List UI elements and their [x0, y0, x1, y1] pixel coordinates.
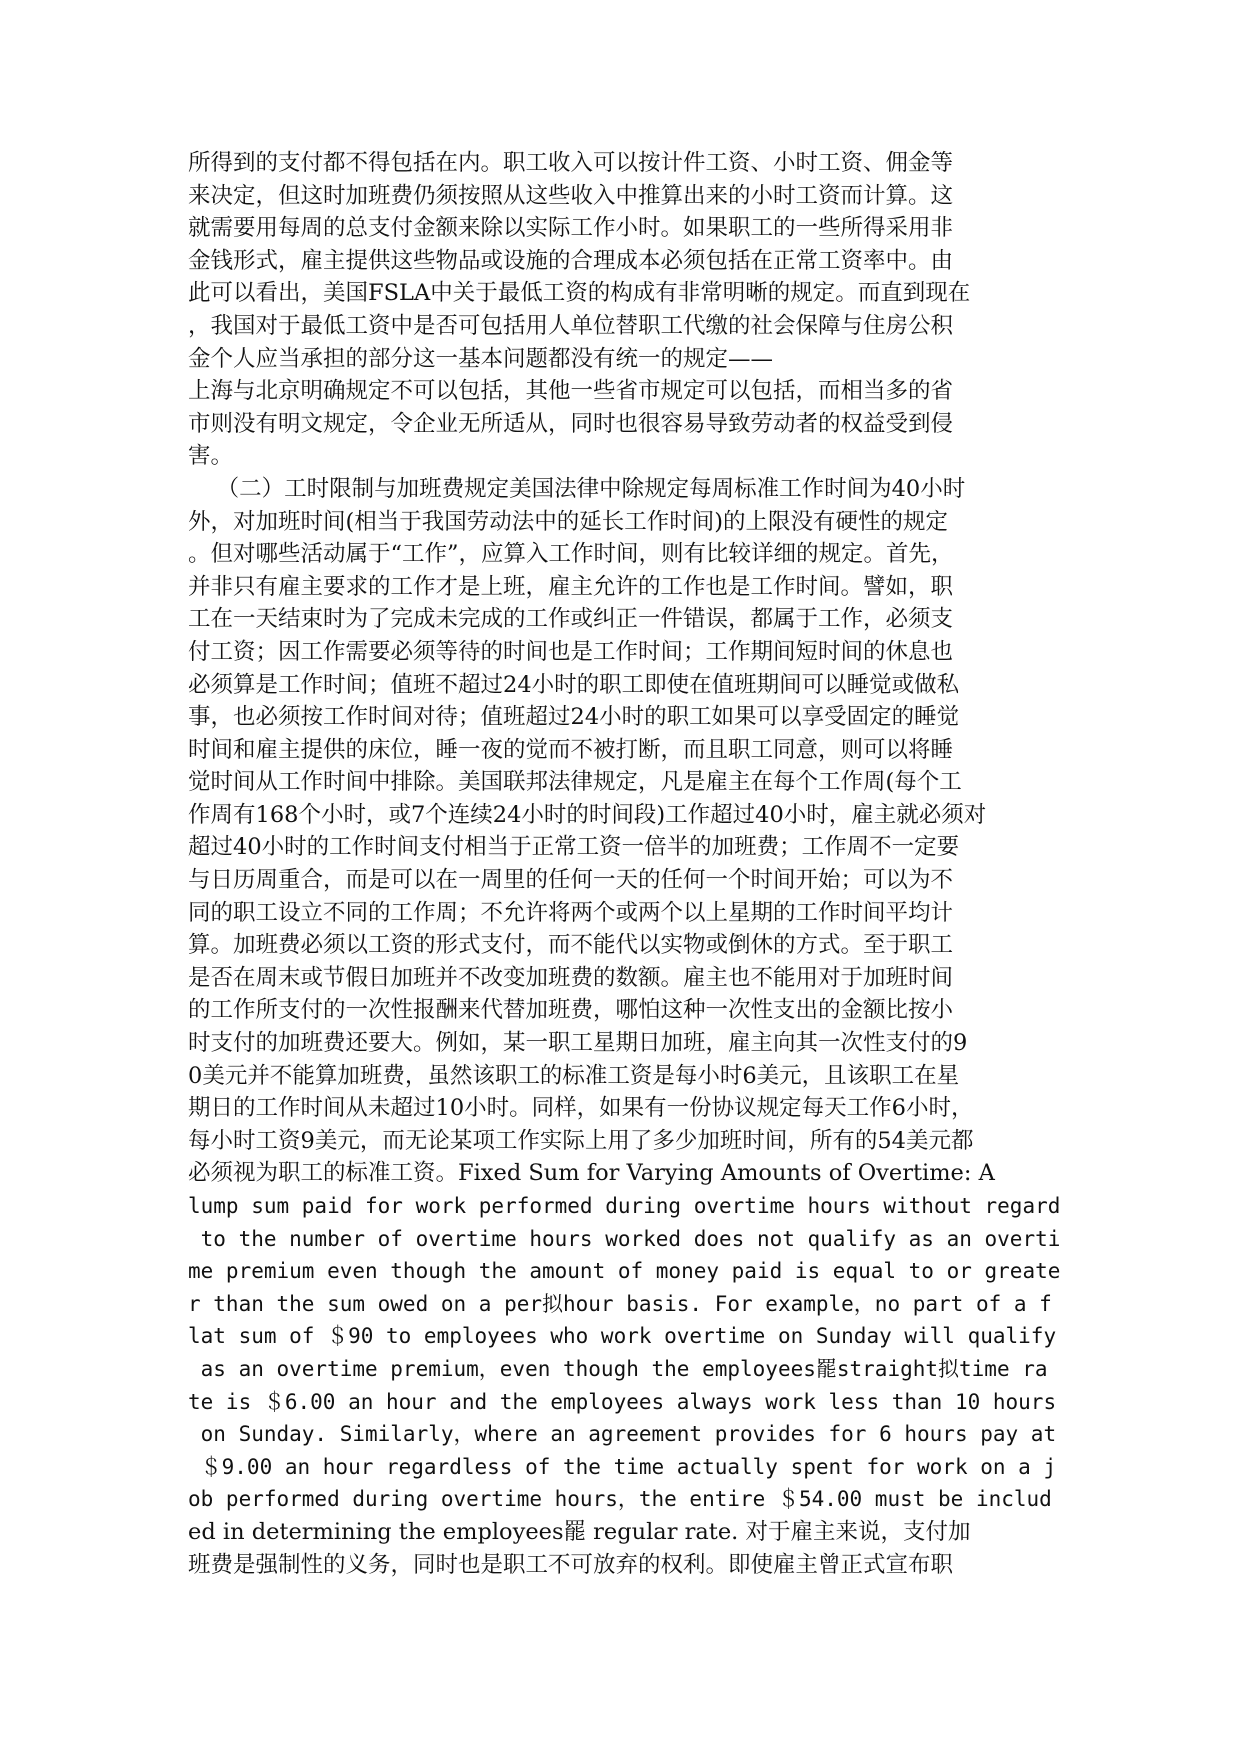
text-line: on Sunday. Similarly，where an agreement provides for 6 hours pay at	[188, 1422, 1057, 1447]
text-line: 就需要用每周的总支付金额来除以实际工作小时。如果职工的一些所得采用非	[188, 215, 954, 242]
text-line: 必须视为职工的标准工资。Fixed Sum for Varying Amounts of Overtime: A	[188, 1160, 995, 1187]
text-line: 的工作所支付的一次性报酬来代替加班费，哪怕这种一次性支出的金额比按小	[188, 997, 954, 1024]
text-line: 期日的工作时间从未超过10小时。同样，如果有一份协议规定每天工作6小时，	[188, 1095, 974, 1122]
text-line: r than the sum owed on a per拟hour basis. For example，no part of a f	[188, 1291, 1052, 1316]
text-line: （二）工时限制与加班费规定美国法律中除规定每周标准工作时间为40小时	[188, 475, 966, 502]
text-line: 外，对加班时间(相当于我国劳动法中的延长工作时间)的上限没有硬性的规定	[188, 508, 949, 535]
text-line: 作周有168个小时，或7个连续24小时的时间段)工作超过40小时，雇主就必须对	[188, 801, 987, 828]
text-line: ed in determining the employees罷 regular rate. 对于雇主来说，支付加	[188, 1518, 971, 1545]
text-line: 觉时间从工作时间中排除。美国联邦法律规定，凡是雇主在每个工作周(每个工	[188, 769, 962, 796]
text-line: 并非只有雇主要求的工作才是上班，雇主允许的工作也是工作时间。譬如，职	[188, 573, 954, 600]
text-line: 超过40小时的工作时间支付相当于正常工资一倍半的加班费；工作周不一定要	[188, 834, 960, 861]
text-line: 害。	[188, 443, 234, 470]
text-line: 同的职工设立不同的工作周；不允许将两个或两个以上星期的工作时间平均计	[188, 899, 954, 926]
text-line: 0美元并不能算加班费，虽然该职工的标准工资是每小时6美元，且该职工在星	[188, 1062, 960, 1089]
text-line: 时支付的加班费还要大。例如，某一职工星期日加班，雇主向其一次性支付的9	[188, 1030, 968, 1057]
text-line: 付工资；因工作需要必须等待的时间也是工作时间；工作期间短时间的休息也	[188, 638, 954, 665]
text-line: te is ＄6.00 an hour and the employees always work less than 10 hours	[188, 1389, 1057, 1414]
text-line: 来决定，但这时加班费仍须按照从这些收入中推算出来的小时工资而计算。这	[188, 182, 954, 209]
text-line: 事，也必须按工作时间对待；值班超过24小时的职工如果可以享受固定的睡觉	[188, 704, 960, 731]
text-line: 班费是强制性的义务，同时也是职工不可放弃的权利。即使雇主曾正式宣布职	[188, 1551, 954, 1578]
text-line: as an overtime premium，even though the employees罷straight拟time ra	[188, 1356, 1048, 1381]
text-line: me premium even though the amount of money paid is equal to or greate	[188, 1259, 1061, 1284]
text-line: 是否在周末或节假日加班并不改变加班费的数额。雇主也不能用对于加班时间	[188, 964, 954, 991]
text-line: ，我国对于最低工资中是否可包括用人单位替职工代缴的社会保障与住房公积	[188, 312, 954, 339]
text-line: 算。加班费必须以工资的形式支付，而不能代以实物或倒休的方式。至于职工	[188, 932, 954, 959]
text-line: lump sum paid for work performed during overtime hours without regard	[188, 1194, 1061, 1218]
text-line: to the number of overtime hours worked does not qualify as an overti	[188, 1226, 1061, 1251]
text-line: 每小时工资9美元，而无论某项工作实际上用了多少加班时间，所有的54美元都	[188, 1127, 974, 1154]
text-line: 时间和雇主提供的床位，睡一夜的觉而不被打断，而且职工同意，则可以将睡	[188, 736, 954, 763]
text-line: lat sum of ＄90 to employees who work overtime on Sunday will qualify	[188, 1324, 1057, 1349]
text-line: 金个人应当承担的部分这一基本问题都没有统一的规定——	[188, 345, 774, 372]
text-line: 此可以看出，美国FSLA中关于最低工资的构成有非常明晰的规定。而直到现在	[188, 280, 971, 307]
text-line: 。但对哪些活动属于“工作”，应算入工作时间，则有比较详细的规定。首先，	[188, 541, 954, 568]
text-line: ob performed during overtime hours，the entire ＄54.00 must be includ	[188, 1487, 1052, 1512]
text-line: 金钱形式，雇主提供这些物品或设施的合理成本必须包括在正常工资率中。由	[188, 247, 954, 274]
text-line: 工在一天结束时为了完成未完成的工作或纠正一件错误，都属于工作，必须支	[188, 606, 954, 633]
text-line: 必须算是工作时间；值班不超过24小时的职工即使在值班期间可以睡觉或做私	[188, 671, 960, 698]
text-line: 上海与北京明确规定不可以包括，其他一些省市规定可以包括，而相当多的省	[188, 378, 954, 405]
text-line: 所得到的支付都不得包括在内。职工收入可以按计件工资、小时工资、佣金等	[188, 150, 954, 176]
text-line: 市则没有明文规定，令企业无所适从，同时也很容易导致劳动者的权益受到侵	[188, 410, 954, 437]
text-line: ＄9.00 an hour regardless of the time actually spent for work on a j	[188, 1454, 1057, 1479]
body-text	[188, 147, 1068, 1581]
text-line: 与日历周重合，而是可以在一周里的任何一天的任何一个时间开始；可以为不	[188, 867, 954, 894]
